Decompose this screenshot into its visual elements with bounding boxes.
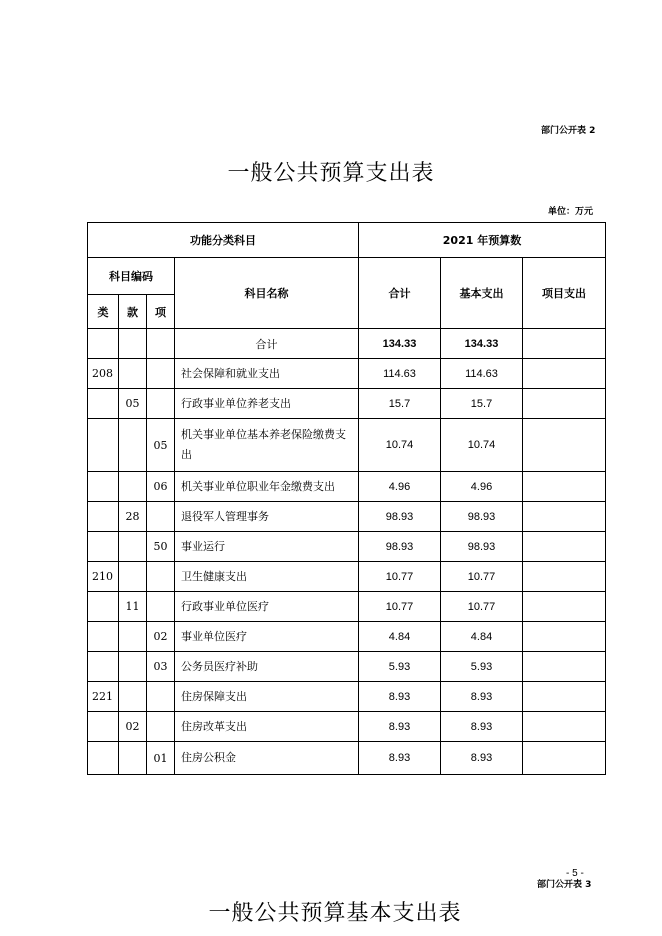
header-subject-name: 科目名称 xyxy=(175,258,359,329)
cell-total: 5.93 xyxy=(359,652,441,682)
cell-lei xyxy=(88,502,119,532)
cell-lei xyxy=(88,622,119,652)
cell-kuan xyxy=(119,622,147,652)
cell-lei: 208 xyxy=(88,359,119,389)
header-basic: 基本支出 xyxy=(441,258,523,329)
cell-total: 98.93 xyxy=(359,502,441,532)
cell-kuan xyxy=(119,419,147,472)
cell-basic: 8.93 xyxy=(441,712,523,742)
cell-lei xyxy=(88,742,119,775)
table-row xyxy=(88,682,606,712)
cell-name: 事业运行 xyxy=(175,532,359,562)
cell-name: 事业单位医疗 xyxy=(175,622,359,652)
table-row xyxy=(88,592,606,622)
cell-total: 4.96 xyxy=(359,472,441,502)
cell-name: 公务员医疗补助 xyxy=(175,652,359,682)
cell-xiang: 03 xyxy=(147,652,175,682)
cell-basic: 114.63 xyxy=(441,359,523,389)
header-func-class: 功能分类科目 xyxy=(88,223,359,258)
table-row xyxy=(88,532,606,562)
cell-xiang: 50 xyxy=(147,532,175,562)
table-row xyxy=(88,562,606,592)
cell-xiang: 06 xyxy=(147,472,175,502)
cell-project xyxy=(523,359,606,389)
cell-basic: 10.77 xyxy=(441,592,523,622)
cell-name: 机关事业单位职业年金缴费支出 xyxy=(175,472,359,502)
header-project: 项目支出 xyxy=(523,258,606,329)
cell-name: 行政事业单位养老支出 xyxy=(175,389,359,419)
cell-kuan xyxy=(119,329,147,359)
header-lei: 类 xyxy=(88,295,119,329)
cell-lei xyxy=(88,712,119,742)
cell-xiang xyxy=(147,502,175,532)
cell-name: 社会保障和就业支出 xyxy=(175,359,359,389)
cell-kuan xyxy=(119,359,147,389)
cell-kuan: 02 xyxy=(119,712,147,742)
cell-basic: 98.93 xyxy=(441,502,523,532)
cell-total: 10.77 xyxy=(359,562,441,592)
cell-project xyxy=(523,419,606,472)
table-row xyxy=(88,359,606,389)
cell-basic: 4.84 xyxy=(441,622,523,652)
next-table-tag: 部门公开表 3 xyxy=(537,880,592,890)
cell-xiang: 05 xyxy=(147,419,175,472)
cell-xiang xyxy=(147,592,175,622)
cell-kuan xyxy=(119,652,147,682)
cell-lei xyxy=(88,532,119,562)
header-kuan: 款 xyxy=(119,295,147,329)
cell-lei: 221 xyxy=(88,682,119,712)
cell-kuan xyxy=(119,472,147,502)
table-row xyxy=(88,502,606,532)
cell-name: 卫生健康支出 xyxy=(175,562,359,592)
table-row xyxy=(88,329,606,359)
cell-xiang xyxy=(147,329,175,359)
cell-total: 10.77 xyxy=(359,592,441,622)
cell-xiang: 02 xyxy=(147,622,175,652)
budget-table xyxy=(87,222,606,775)
cell-total: 8.93 xyxy=(359,682,441,712)
header-total: 合计 xyxy=(359,258,441,329)
table-tag: 部门公开表 2 xyxy=(541,126,596,136)
header-xiang: 项 xyxy=(147,295,175,329)
cell-total: 10.74 xyxy=(359,419,441,472)
cell-kuan: 05 xyxy=(119,389,147,419)
cell-project xyxy=(523,622,606,652)
cell-lei xyxy=(88,652,119,682)
cell-kuan xyxy=(119,532,147,562)
cell-total: 4.84 xyxy=(359,622,441,652)
cell-lei xyxy=(88,419,119,472)
cell-xiang: 01 xyxy=(147,742,175,775)
table-row xyxy=(88,742,606,775)
cell-name: 住房保障支出 xyxy=(175,682,359,712)
cell-basic: 10.77 xyxy=(441,562,523,592)
cell-name: 机关事业单位基本养老保险缴费支出 xyxy=(175,419,359,472)
cell-basic: 134.33 xyxy=(441,329,523,359)
table-row xyxy=(88,389,606,419)
table-row xyxy=(88,652,606,682)
cell-name: 退役军人管理事务 xyxy=(175,502,359,532)
cell-total: 8.93 xyxy=(359,712,441,742)
cell-name: 住房公积金 xyxy=(175,742,359,775)
cell-xiang xyxy=(147,712,175,742)
cell-name: 合计 xyxy=(175,329,359,359)
cell-project xyxy=(523,389,606,419)
header-budget-year: 2021 年预算数 xyxy=(359,223,606,258)
cell-basic: 98.93 xyxy=(441,532,523,562)
cell-lei xyxy=(88,389,119,419)
cell-basic: 10.74 xyxy=(441,419,523,472)
cell-name: 住房改革支出 xyxy=(175,712,359,742)
cell-basic: 15.7 xyxy=(441,389,523,419)
cell-basic: 8.93 xyxy=(441,742,523,775)
cell-kuan: 11 xyxy=(119,592,147,622)
next-page-title: 一般公共预算基本支出表 xyxy=(208,901,462,926)
table-row xyxy=(88,472,606,502)
cell-project xyxy=(523,562,606,592)
cell-lei xyxy=(88,472,119,502)
cell-project xyxy=(523,742,606,775)
cell-project xyxy=(523,532,606,562)
page-number: - 5 - xyxy=(566,868,584,879)
cell-project xyxy=(523,329,606,359)
cell-name: 行政事业单位医疗 xyxy=(175,592,359,622)
cell-lei xyxy=(88,592,119,622)
header-subject-code: 科目编码 xyxy=(88,258,175,295)
cell-total: 15.7 xyxy=(359,389,441,419)
unit-label: 单位：万元 xyxy=(548,207,594,217)
table-row xyxy=(88,622,606,652)
cell-kuan xyxy=(119,682,147,712)
cell-project xyxy=(523,652,606,682)
cell-total: 98.93 xyxy=(359,532,441,562)
cell-kuan: 28 xyxy=(119,502,147,532)
cell-lei: 210 xyxy=(88,562,119,592)
cell-xiang xyxy=(147,359,175,389)
cell-xiang xyxy=(147,682,175,712)
cell-project xyxy=(523,682,606,712)
cell-total: 8.93 xyxy=(359,742,441,775)
cell-xiang xyxy=(147,562,175,592)
cell-kuan xyxy=(119,562,147,592)
cell-kuan xyxy=(119,742,147,775)
cell-lei xyxy=(88,329,119,359)
cell-project xyxy=(523,592,606,622)
table-row xyxy=(88,419,606,472)
cell-total: 114.63 xyxy=(359,359,441,389)
cell-xiang xyxy=(147,389,175,419)
cell-total: 134.33 xyxy=(359,329,441,359)
cell-project xyxy=(523,502,606,532)
cell-basic: 5.93 xyxy=(441,652,523,682)
cell-project xyxy=(523,472,606,502)
page-title: 一般公共预算支出表 xyxy=(227,161,435,186)
cell-basic: 4.96 xyxy=(441,472,523,502)
table-row xyxy=(88,712,606,742)
cell-project xyxy=(523,712,606,742)
cell-basic: 8.93 xyxy=(441,682,523,712)
